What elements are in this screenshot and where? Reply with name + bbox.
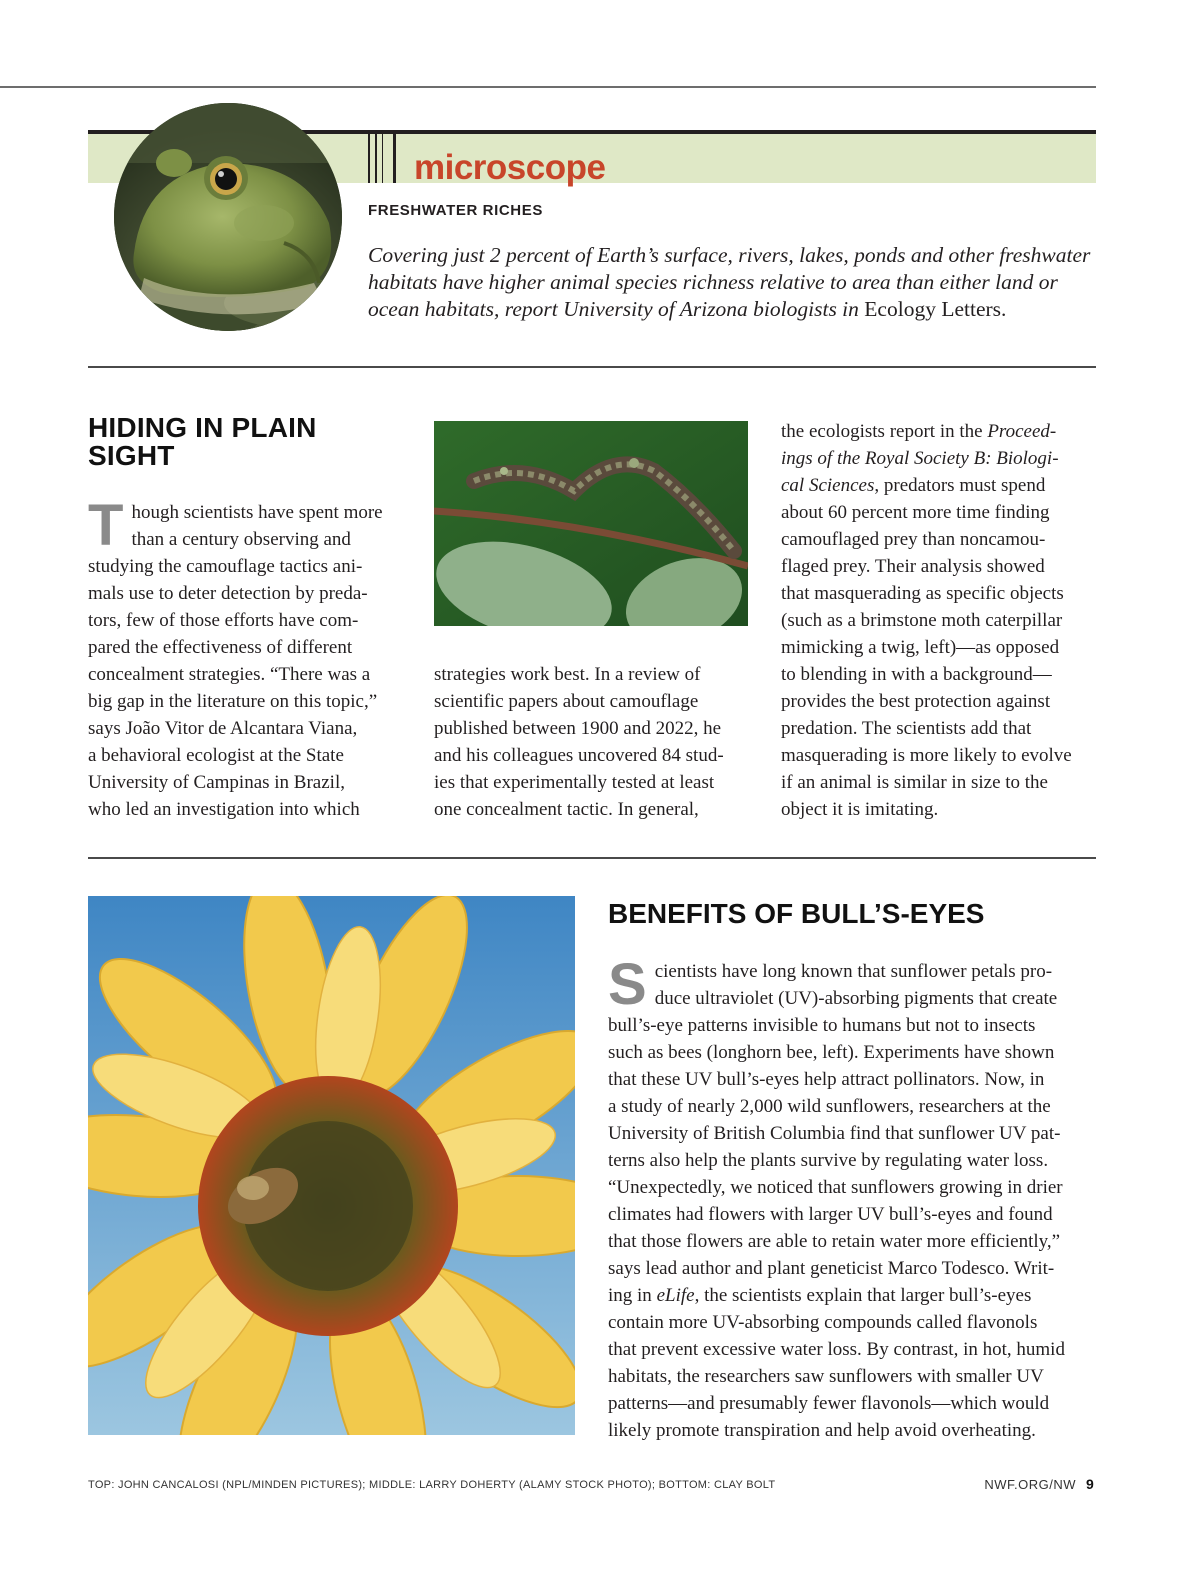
photo-credits: TOP: JOHN CANCALOSI (NPL/MINDEN PICTURES); MIDDLE: LARRY DOHERTY (ALAMY STOCK PHOTO); BOTTOM: CLAY BOLT — [88, 1479, 776, 1491]
sunflower-journal: eLife — [656, 1285, 695, 1306]
top-rule — [0, 86, 1096, 88]
camouflage-col3-lead: the ecologists report in the — [781, 421, 988, 442]
footer-site-link[interactable]: NWF.ORG/NW — [984, 1477, 1076, 1492]
sunflower-text-b: , the scientists explain that larger bull’s-eyes contain more UV-absorbing compounds called flavonols that prevent excessive water loss. By contrast, in hot, humid habitats, the researchers saw sunflowers with smaller UV patterns—and presumably fewer flavonols—which would likely promote transpiration and help avoid overheating. — [608, 1285, 1065, 1441]
brief-kicker: FRESHWATER RICHES — [368, 202, 543, 219]
brief-paragraph — [368, 242, 1098, 323]
brief-publication: Ecology Letters. — [864, 297, 1007, 321]
sunflower-paragraph — [608, 1012, 1108, 1444]
camouflage-col1-first: hough scientists have spent more than a century observing and — [131, 502, 383, 550]
section-divider-2 — [88, 857, 1096, 859]
camouflage-headline: HIDING IN PLAIN SIGHT — [88, 412, 317, 471]
sunflower-photo — [88, 896, 575, 1435]
camouflage-col3-paragraph — [781, 418, 1111, 823]
sunflower-text-a: bull’s-eye patterns invisible to humans but not to insects such as bees (longhorn bee, left). Experiments have shown that these UV bull’s-eyes help attract pollinators. Now, in a study of nearly 2,000 wild sunflowers, researchers at the University of British Columbia find that sunflower UV pat- terns also help the plants survive by regulating water loss. “Unexpectedly, we noticed that sunflowers growing in drier climates had flowers with larger UV bull’s-eyes and found that those flowers are able to retain water more efficiently,” says lead author and plant geneticist Marco Todesco. Writ- ing in — [608, 1015, 1063, 1306]
camouflage-col2-text: strategies work best. In a review of scientific papers about camouflage published between 1900 and 2022, he and his colleagues uncovered 84 stud- ies that experimentally tested at least one concealment tactic. In general, — [434, 664, 724, 820]
sunflower-first: cientists have long known that sunflower petals pro- duce ultraviolet (UV)-absorbing pigments that create — [654, 961, 1058, 1009]
brief-text: Covering just 2 percent of Earth’s surface, rivers, lakes, ponds and other freshwater habitats have higher animal species richness relative to area than either land or ocean habitats, report University of Arizona biologists in — [368, 243, 1091, 321]
caterpillar-photo — [434, 421, 748, 626]
camouflage-col1-text: studying the camouflage tactics ani- mals use to deter detection by preda- tors, few of those efforts have com- pared the effectiveness of different concealment strategies. “There was a big gap in the literature on this topic,” says João Vitor de Alcantara Viana, a behavioral ecologist at the State University of Campinas in Brazil, who led an investigation into which — [88, 556, 378, 820]
frog-photo — [114, 103, 342, 331]
section-divider-1 — [88, 366, 1096, 368]
camouflage-col3-text: , predators must spend about 60 percent more time finding camouflaged prey than noncamou- flaged prey. Their analysis showed that masquerading as specific objects (such as a brimstone moth caterpillar mimicking a twig, left)—as opposed to blending in with a background— provides the best protection against predation. The scientists add that masquerading is more likely to evolve if an animal is similar in size to the object it is imitating. — [781, 475, 1072, 820]
camouflage-column-2 — [434, 661, 764, 823]
sunflower-headline: BENEFITS OF BULL’S-EYES — [608, 898, 985, 929]
section-band-lines — [368, 134, 383, 183]
section-title: microscope — [414, 148, 606, 187]
camouflage-dropcap: T — [88, 493, 124, 558]
camouflage-col3-journal: Proceed- ings of the Royal Society B: Biologi- cal Sciences — [781, 421, 1059, 496]
sunflower-dropcap: S — [608, 952, 647, 1017]
page-number: 9 — [1086, 1476, 1094, 1492]
camouflage-column-3 — [781, 418, 1111, 823]
sunflower-column — [608, 952, 1108, 1444]
camouflage-column-1 — [88, 493, 418, 823]
section-band-divider — [393, 134, 396, 183]
